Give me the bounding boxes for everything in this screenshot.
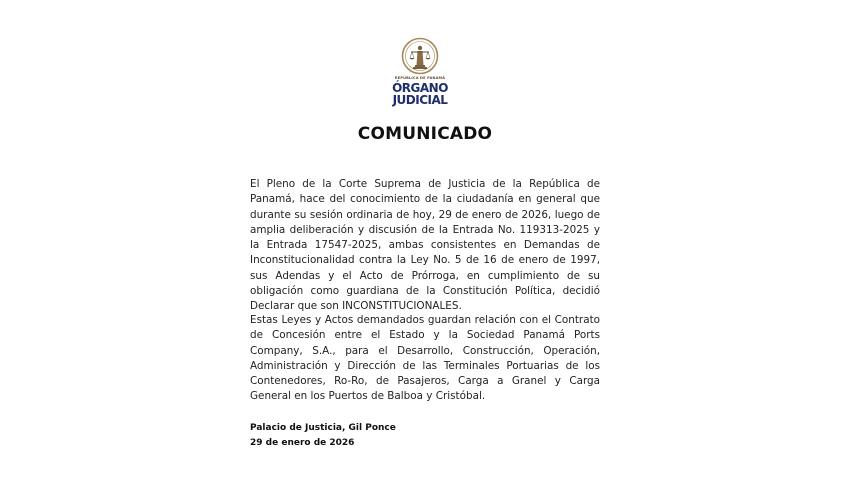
scales-of-justice-emblem-icon [400,37,440,75]
signature-place: Palacio de Justicia, Gil Ponce [250,423,396,433]
paragraph-2: Estas Leyes y Actos demandados guardan relación con el Contrato de Concesión entre el Estado y la Sociedad Panamá Ports Company, S.A., para el Desarrollo, Construcción, Operación, Administración y Dirección de las Terminales Portuarias de los Contenedores, Ro-Ro, de Pasajeros, Carga a Granel y Carga General en los Puertos de Balboa y Cristóbal. [250,314,600,403]
paragraph-1: El Pleno de la Corte Suprema de Justicia de la República de Panamá, hace del conocimiento de la ciudadanía en general que durante su sesión ordinaria de hoy, 29 de enero de 2026, luego de amplia deliberación y discusión de la Entrada No. 119313-2025 y la Entrada 17547-2025, ambas consistentes en Demandas de Inconstitucionalidad contra la Ley No. 5 de 16 de enero de 1997, sus Adendas y el Acto de Prórroga, en cumplimiento de su obligación como guardiana de la Constitución Política, decidió Declarar que son INCONSTITUCIONALES. [250,178,600,313]
organo-judicial-logo [388,37,452,109]
logo-republic-text: REPÚBLICA DE PANAMÁ [394,76,446,80]
logo-name-line2: JUDICIAL [392,93,448,107]
logo-name-line1: ÓRGANO [392,81,448,95]
signature-date: 29 de enero de 2026 [250,438,355,448]
document-title: COMUNICADO [357,124,493,144]
